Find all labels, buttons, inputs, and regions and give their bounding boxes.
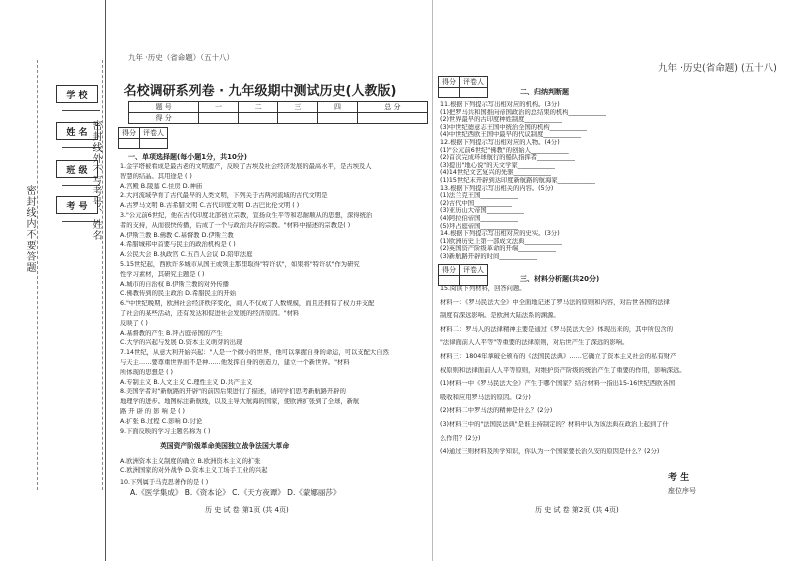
page2-footer: 历 史 试 卷 第2页 (共 4页) bbox=[535, 506, 619, 514]
question-line: "法律面前人人平等"等重要的法律原则，对后世产生了深远的影响。 bbox=[440, 339, 629, 347]
q10-options: A.《医学集成》 B.《资本论》 C.《天方夜谭》 D.《蒙娜丽莎》 bbox=[130, 488, 341, 497]
school-rule bbox=[62, 110, 100, 111]
question-line: (2)材料二中罗马法的精神是什么？(2分) bbox=[440, 407, 553, 415]
score-header-total: 总 分 bbox=[357, 102, 427, 113]
page1-header: 九年 ·历史（省命题）（五十八） bbox=[128, 53, 235, 62]
grader-score-label: 得分 bbox=[119, 128, 140, 139]
question-line: 3."公元前6世纪，他在古代印度北部创立宗教，宣扬众生平等和忍耐顺从的思想，深得统治 bbox=[120, 212, 373, 219]
grader-box-sec1 bbox=[118, 127, 168, 149]
question-line: 11.根据下列提示写出相对应的机构。(3分) bbox=[440, 101, 560, 108]
question-line: (1)法兰克王国____________ bbox=[440, 192, 519, 200]
q10-line: 10.下列属于马克思著作的是 ( ) bbox=[120, 479, 209, 486]
question-line: A.基督教的产生 B.拜占庭帝国的产生 bbox=[120, 329, 223, 337]
question-line: 13.根据下列提示写出相关的内容。(5分) bbox=[440, 184, 554, 192]
question-line: 吸收和应用罗马法的原因。(2分) bbox=[440, 393, 531, 401]
question-line: 地理学的进步。地图标注新航线，以及主导大航海的国家，使欧洲扩张到了全球，新航 bbox=[120, 398, 360, 406]
question-line: (1)把罗马共和国推向帝国政治的总结果的机构____________ bbox=[440, 108, 607, 116]
grader-cell[interactable] bbox=[439, 276, 460, 286]
score-cell[interactable] bbox=[199, 113, 239, 124]
question-line: A.宫殿 B.陵墓 C.住房 D.神庙 bbox=[120, 182, 203, 190]
question-line: (4)中世纪西欧王国中最早的代议制度____________ bbox=[440, 131, 582, 139]
score-table bbox=[128, 101, 428, 124]
q9-option-line-1: A.欧洲资本主义制度的确立 B.欧洲资本主义的扩张 bbox=[120, 458, 261, 465]
class-label: 班 级 bbox=[56, 160, 98, 178]
question-line: 材料一：《罗马民法大全》中全面地记述了罗马法的原则和内容，对后世各国的法律 bbox=[440, 298, 670, 306]
question-line: 材料三：1804年拿破仑颁布的《法国民法典》……它确立了资本主义社会的私有财产 bbox=[440, 353, 677, 360]
question-line: C.大学的兴起与发展 D.资本主义萌芽的出现 bbox=[120, 339, 243, 347]
exam-no-label: 考 号 bbox=[56, 196, 98, 214]
score-row-label: 得 分 bbox=[129, 113, 199, 124]
question-line: A.扩张 B.过程 C.影响 D.讨论 bbox=[120, 417, 203, 425]
grader-cell[interactable] bbox=[439, 88, 460, 98]
score-header-3: 三 bbox=[278, 102, 318, 113]
question-line: 9.下面反映的学习主题名称为 ( ) bbox=[120, 427, 211, 435]
question-line: 2.大河流域孕育了古代最早的人类文明，下列关于古两河流域的古代文明是 bbox=[120, 192, 328, 200]
question-line: (2)世界最早的古印度种姓制度____________ bbox=[440, 116, 563, 124]
question-line: 7.14世纪，从意大利开始兴起："人是一个微小的世界，他可以掌握自身的命运，可以支配大自然 bbox=[120, 349, 389, 357]
question-line: A.古罗马文明 B.古希腊文明 C.古代印度文明 D.古巴比伦文明 ( ) bbox=[120, 202, 300, 210]
score-header-1: 一 bbox=[199, 102, 239, 113]
section1-title: 一、单项选择题(每小题1分，共10分) bbox=[128, 153, 248, 161]
score-cell[interactable] bbox=[357, 113, 427, 124]
grader-label: 评卷人 bbox=[140, 128, 168, 139]
question-line: (1)欧洲历史上第一部成文法典____________ bbox=[440, 237, 563, 245]
grader-box-sec3 bbox=[438, 264, 488, 286]
question-line: A.城市的自治权 B.伊斯兰教的对外传播 bbox=[120, 280, 229, 288]
q9-option-line-2: C.欧洲国家的对外战争 D.资本主义工场手工业的兴起 bbox=[120, 467, 268, 474]
question-line: 14.根据下列提示写出相对应的史实。(3分) bbox=[440, 230, 560, 238]
grader-cell[interactable] bbox=[140, 139, 168, 149]
grader-cell[interactable] bbox=[460, 276, 488, 286]
section2-title: 二、归纳判断题 bbox=[520, 88, 569, 96]
question-line: (3)提出"地心说"的天文学家____________ bbox=[440, 161, 556, 169]
question-line: (5)拜占庭帝国____________ bbox=[440, 222, 519, 230]
binding-border-line bbox=[105, 0, 106, 561]
question-line: (2)英国资产阶级革命的开端____________ bbox=[440, 245, 556, 253]
score-cell[interactable] bbox=[318, 113, 358, 124]
question-line: A.公民大会 B.执政官 C.五百人会议 D.陪审法庭 bbox=[120, 251, 253, 259]
question-line: 5.15世纪起，西欧许多城市从国王或领主那里取得"特许状"，如果将"特许状"作为研究 bbox=[120, 261, 360, 268]
grader-cell[interactable] bbox=[119, 139, 140, 149]
question-line: (1)材料一中《罗马民法大全》产生于哪个国家？结合材料一指出15-16世纪西欧各国 bbox=[440, 380, 676, 388]
question-line: 6."中世纪晚期，欧洲社会经济秩序变化，商人不仅成了人数规模，而且还拥有了权力并支配 bbox=[120, 300, 375, 308]
seal-notice-left: 密封线内不要答题 bbox=[24, 185, 35, 273]
question-line: 材料二：罗马人的法律精神主要是通过《罗马民法大全》体现出来的，其中所包含的 bbox=[440, 325, 673, 333]
question-line: 智慧的结晶。其用途是 ( ) bbox=[120, 172, 192, 180]
score-cell[interactable] bbox=[238, 113, 278, 124]
question-line: A.伊斯兰教 B.佛教 C.基督教 D.伊斯兰教 bbox=[120, 231, 234, 239]
grader-score-label: 得分 bbox=[439, 265, 460, 276]
question-line: (4)通过三则材料及所学知识，你认为一个国家要长治久安的原因是什么？(2分) bbox=[440, 448, 660, 456]
question-line: 么作用？(2分) bbox=[440, 434, 481, 442]
score-header-2: 二 bbox=[238, 102, 278, 113]
question-line: (3)中世纪德意志王国中统治全国的机构____________ bbox=[440, 123, 588, 131]
question-line: C.佛教传到的民主政治 D.希腊民主的开始 bbox=[120, 290, 237, 298]
score-header-4: 四 bbox=[318, 102, 358, 113]
question-line: 者的支持，从而很快传播，后成了一个与政治共存的宗教。"材料中描述的宗教是( ) bbox=[120, 221, 351, 229]
name-label: 姓 名 bbox=[56, 122, 98, 140]
grader-label: 评卷人 bbox=[460, 77, 488, 88]
grader-score-label: 得分 bbox=[439, 77, 460, 88]
question-line: 所体现的思想是 ( ) bbox=[120, 368, 173, 376]
question-line: (1)15世纪末开辟到达印度新航路的航海家____________ bbox=[440, 177, 596, 184]
score-header-qno: 题 号 bbox=[129, 102, 199, 113]
q9-caption: 英国资产阶级革命美国独立战争法国大革命 bbox=[160, 442, 290, 450]
question-line: 8.美国学者对"新航路的开辟"的前因后果进行了描述，请同学们思考新航路开辟的 bbox=[120, 388, 346, 396]
page2-header: 九年 ·历史(省命题) (五十八) bbox=[658, 63, 777, 74]
examinee-box bbox=[668, 470, 696, 496]
question-line: (3)材料三中的"法国民法典"是谁主持制定的？材料中认为该法典在政治上起到了什 bbox=[440, 421, 669, 428]
grader-label: 评卷人 bbox=[460, 265, 488, 276]
question-line: (3)新航路开辟的时间____________ bbox=[440, 253, 538, 260]
question-line: 12.根据下列提示写出相对应的人物。(4分) bbox=[440, 139, 560, 146]
question-line: (3)亚历山大帝国____________ bbox=[440, 207, 525, 215]
question-line: (4)阿拉伯帝国____________ bbox=[440, 215, 519, 222]
question-line: (2)古代中国____________ bbox=[440, 199, 512, 207]
seal-notice-right: 密封线外不写考号、姓名 bbox=[90, 120, 101, 241]
page1-footer: 历 史 试 卷 第1页 (共 4页) bbox=[205, 506, 289, 514]
question-line: 了社会的某些活动，还有发达和促进社会发展的经济原因。"材料 bbox=[120, 310, 300, 317]
question-line: (1)"公元前6世纪"佛教"的创始人____________ bbox=[440, 146, 569, 154]
question-line: (2)首次完成环球航行的船队指挥者____________ bbox=[440, 154, 575, 162]
score-cell[interactable] bbox=[278, 113, 318, 124]
question-line: 路 开 辟 的 影 响 是 ( ) bbox=[120, 408, 186, 415]
examinee-label: 考 生 bbox=[668, 473, 690, 483]
grader-cell[interactable] bbox=[460, 88, 488, 98]
page-divider bbox=[432, 0, 433, 561]
grader-box-sec2 bbox=[438, 76, 488, 98]
question-line: 权原则和法律面前人人平等原则，对维护资产阶级的统治产生了重要的作用，影响深远。 bbox=[440, 366, 686, 374]
question-line: 1.金字塔被看成是最古老的文明遗产，反映了古埃及社会经济发展的最高水平，是古埃及人 bbox=[120, 163, 372, 170]
exam-title: 名校调研系列卷 · 九年级期中测试历史(人教版) bbox=[123, 84, 397, 99]
question-line: 4.希腊城邦中首要与民主的政治机构是 ( ) bbox=[120, 241, 236, 249]
question-line: (4)14世纪文艺复兴的先驱____________ bbox=[440, 169, 552, 177]
section3-title: 三、材料分析题(共20分) bbox=[520, 275, 600, 283]
question-line: A.专制主义 B.人文主义 C.理性主义 D.共产主义 bbox=[120, 378, 253, 386]
school-label: 学 校 bbox=[56, 85, 98, 103]
binding-dashed-line-left bbox=[37, 60, 38, 490]
question-line: 制度有深远影响。是欧洲大陆法系的渊源。 bbox=[440, 312, 560, 320]
question-line: 15.阅读下列材料，回答问题。 bbox=[440, 285, 526, 292]
question-line: 与天主……要尊重世界而不是神……他发挥自身的创造力，建立一个新世界。"材料 bbox=[120, 359, 350, 366]
seat-number-label: 座位序号 bbox=[668, 487, 696, 495]
question-line: 反映了 ( ) bbox=[120, 319, 148, 327]
question-line: 性学习素材，其研究主题是 ( ) bbox=[120, 270, 205, 278]
